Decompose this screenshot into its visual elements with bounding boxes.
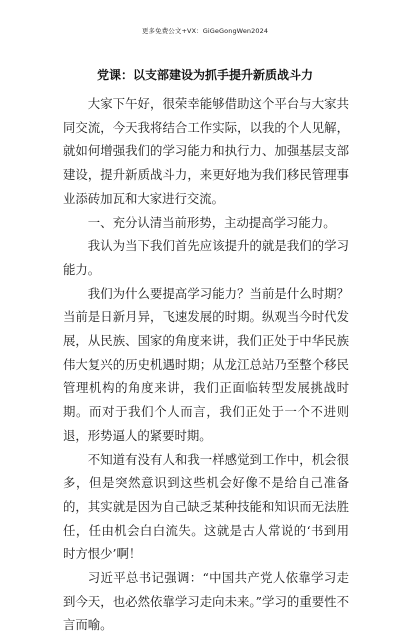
paragraph: 大家下午好，很荣幸能够借助这个平台与大家共同交流，今天我将结合工作实际，以我的个人见解，就如何增强我们的学习能力和执行力、加强基层支部建设，提升新质战斗力，来更好地为我们移民管理事业添砖加瓦和大家进行交流。 — [63, 96, 349, 206]
document-body — [63, 92, 349, 637]
page-header-note: 更多免费公文+VX：GiGeGongWen2024 — [141, 27, 269, 35]
paragraph: 不知道有没有人和我一样感觉到工作中，机会很多，但是突然意识到这些机会好像不是给自己准备的，其实就是因为自己缺乏某种技能和知识而无法胜任，任由机会白白流失。这就是古人常说的‘书到用时方恨少’啊！ — [63, 451, 349, 562]
paragraph: 习近平总书记强调：“中国共产党人依靠学习走到今天，也必然依靠学习走向未来。”学习的重要性不言而喻。 — [63, 570, 349, 633]
section-heading: 一、充分认清当前形势，主动提高学习能力。 — [87, 214, 336, 230]
document-title: 党课：以支部建设为抓手提升新质战斗力 — [96, 68, 313, 82]
paragraph: 我们为什么要提高学习能力？当前是什么时期？当前是日新月异，飞速发展的时期。纵观当今时代发展，从民族、国家的角度来讲，我们正处于中华民族伟大复兴的历史机遇时期；从龙江总站乃至整个移民管理机构的角度来讲，我们正面临转型发展挑战时期。而对于我们个人而言，我们正处于一个不进则退，形势逼人的紧要时期。 — [63, 285, 349, 443]
paragraph: 我认为当下我们首先应该提升的就是我们的学习能力。 — [63, 238, 349, 277]
